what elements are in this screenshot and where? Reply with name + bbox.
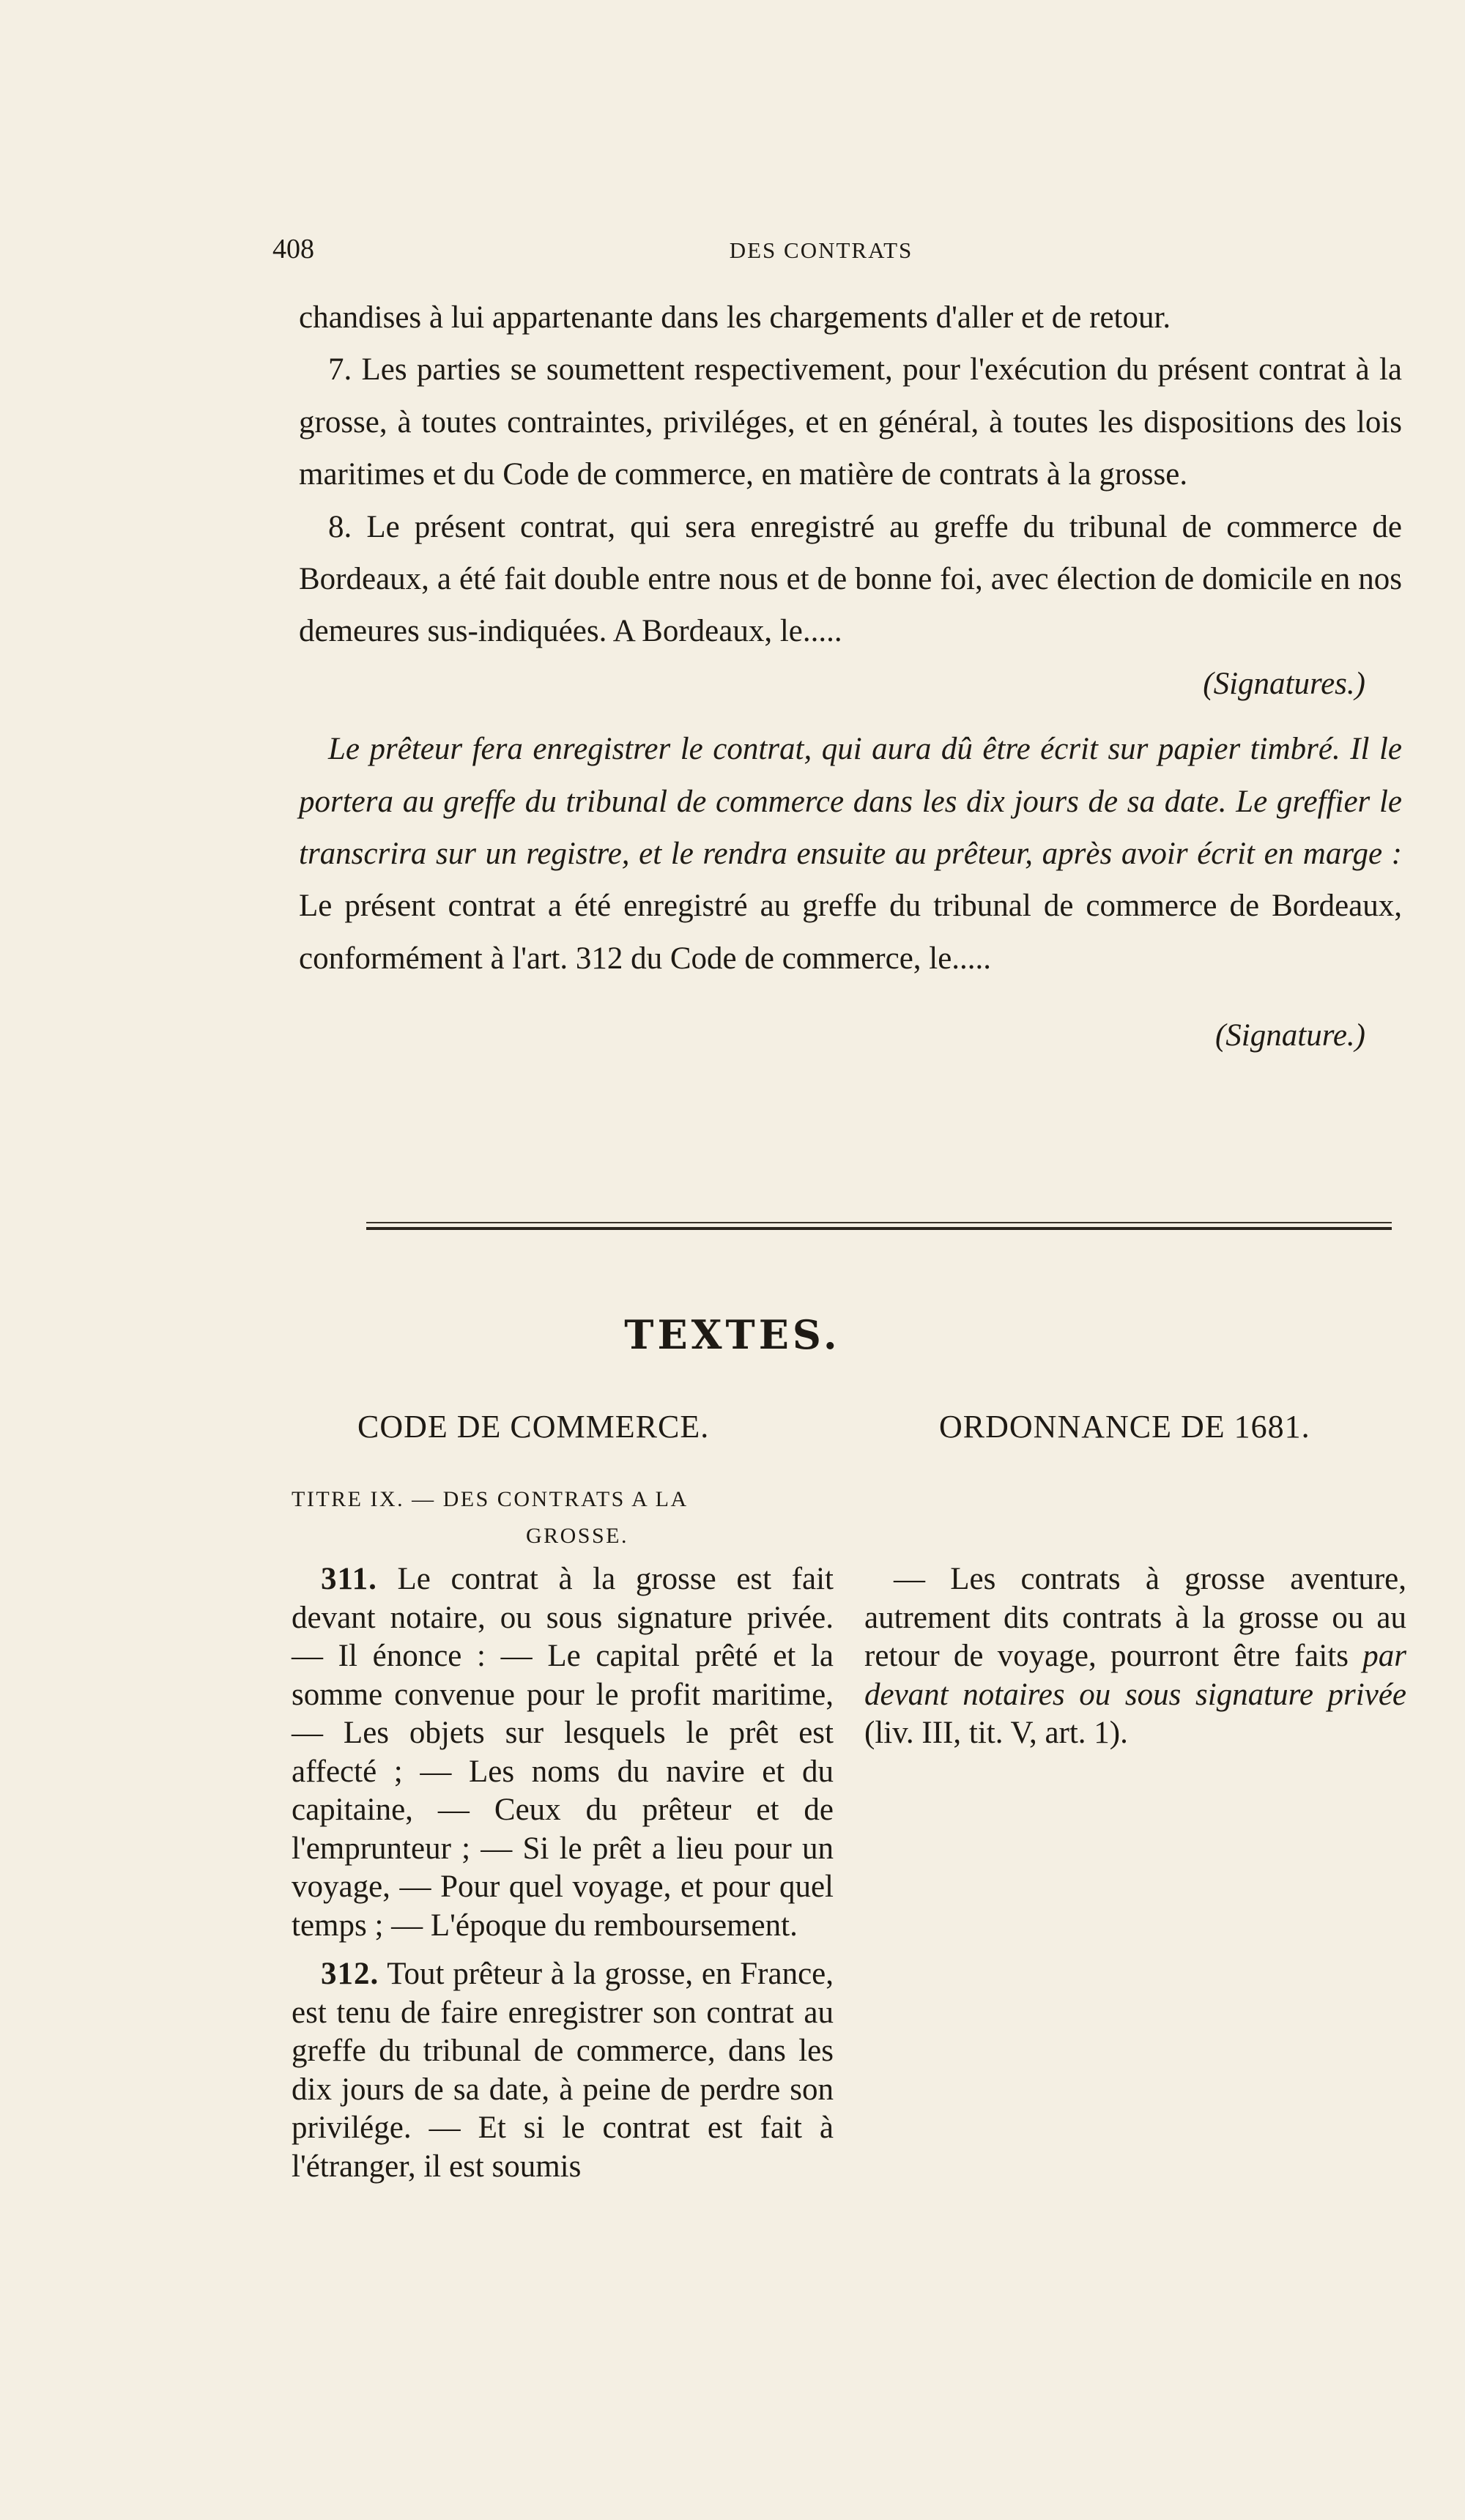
paragraph-article-8: 8. Le présent contrat, qui sera enregistré au greffe du tribunal de commerce de Bordeaux, a été fait double entre nous et de bonne foi, avec élection de domicile en nos demeures sus-indiquées. A Bordeaux, le..... bbox=[299, 509, 1402, 649]
article-312-text: Tout prêteur à la grosse, en France, est tenu de faire enregistrer son contrat au greffe du tribunal de commerce, dans les dix jours de sa date, à peine de perdre son privilége. — Et si le contrat est fait à l'étranger, il est soumis bbox=[292, 1957, 834, 2184]
titre-line-1: TITRE IX. — DES CONTRATS A LA bbox=[292, 1487, 689, 1511]
running-title: DES CONTRATS bbox=[729, 237, 913, 263]
signature-line: (Signature.) bbox=[1214, 1018, 1365, 1053]
section-title: TEXTES. bbox=[624, 1311, 841, 1358]
titre-heading bbox=[292, 1481, 848, 1554]
signatures-line: (Signatures.) bbox=[1203, 666, 1365, 701]
ordonnance-text-a: — Les contrats à grosse aventure, autrement dits contrats à la grosse ou au retour de voyage, pourront être faits bbox=[864, 1562, 1406, 1673]
paragraph-article-7: 7. Les parties se soumettent respectivement, pour l'exécution du présent contrat à la grosse, à toutes contraintes, priviléges, et en général, à toutes les dispositions des lois maritimes et du Code de commerce, en matière de contrats à la grosse. bbox=[299, 352, 1402, 492]
code-de-commerce-column bbox=[292, 1560, 834, 2186]
page-number: 408 bbox=[272, 234, 314, 264]
ordonnance-text bbox=[864, 1560, 1406, 1753]
code-de-commerce-heading: CODE DE COMMERCE. bbox=[357, 1409, 710, 1445]
ordonnance-text-italic: par devant notaires ou sous signature privée bbox=[864, 1639, 1406, 1712]
running-head bbox=[272, 233, 1370, 270]
divider-thin bbox=[366, 1222, 1392, 1223]
instruction-plain: Le présent contrat a été enregistré au greffe du tribunal de commerce de Bordeaux, conformément à l'art. 312 du Code de commerce, le..... bbox=[299, 889, 1402, 976]
article-312 bbox=[292, 1955, 834, 2186]
body-text bbox=[299, 292, 1402, 1062]
divider-thick bbox=[366, 1227, 1392, 1230]
ordonnance-text-b: (liv. III, tit. V, art. 1). bbox=[864, 1716, 1128, 1750]
article-311-number: 311. bbox=[321, 1562, 377, 1596]
registration-instruction bbox=[299, 723, 1402, 985]
article-312-number: 312. bbox=[321, 1957, 379, 1991]
ordonnance-column bbox=[864, 1560, 1406, 1753]
ordonnance-heading: ORDONNANCE DE 1681. bbox=[939, 1409, 1310, 1445]
article-311 bbox=[292, 1560, 834, 1945]
instruction-italic: Le prêteur fera enregistrer le contrat, qui aura dû être écrit sur papier timbré. Il le portera au greffe du tribunal de commerce dans les dix jours de sa date. Le greffier le transcrira sur un registre, et le rendra ensuite au prêteur, après avoir écrit en marge : bbox=[299, 732, 1402, 872]
paragraph-continuation: chandises à lui appartenante dans les chargements d'aller et de retour. bbox=[299, 300, 1171, 335]
titre-line-2: GROSSE. bbox=[525, 1524, 629, 1548]
article-311-text: Le contrat à la grosse est fait devant notaire, ou sous signature privée. — Il énonce : — Le capital prêté et la somme convenue pour le profit maritime, — Les objets sur lesquels le prêt est affecté ; — Les noms du navire et du capitaine, — Ceux du prêteur et de l'emprunteur ; — Si le prêt a lieu pour un voyage, — Pour quel voyage, et pour quel temps ; — L'époque du remboursement. bbox=[292, 1562, 834, 1943]
